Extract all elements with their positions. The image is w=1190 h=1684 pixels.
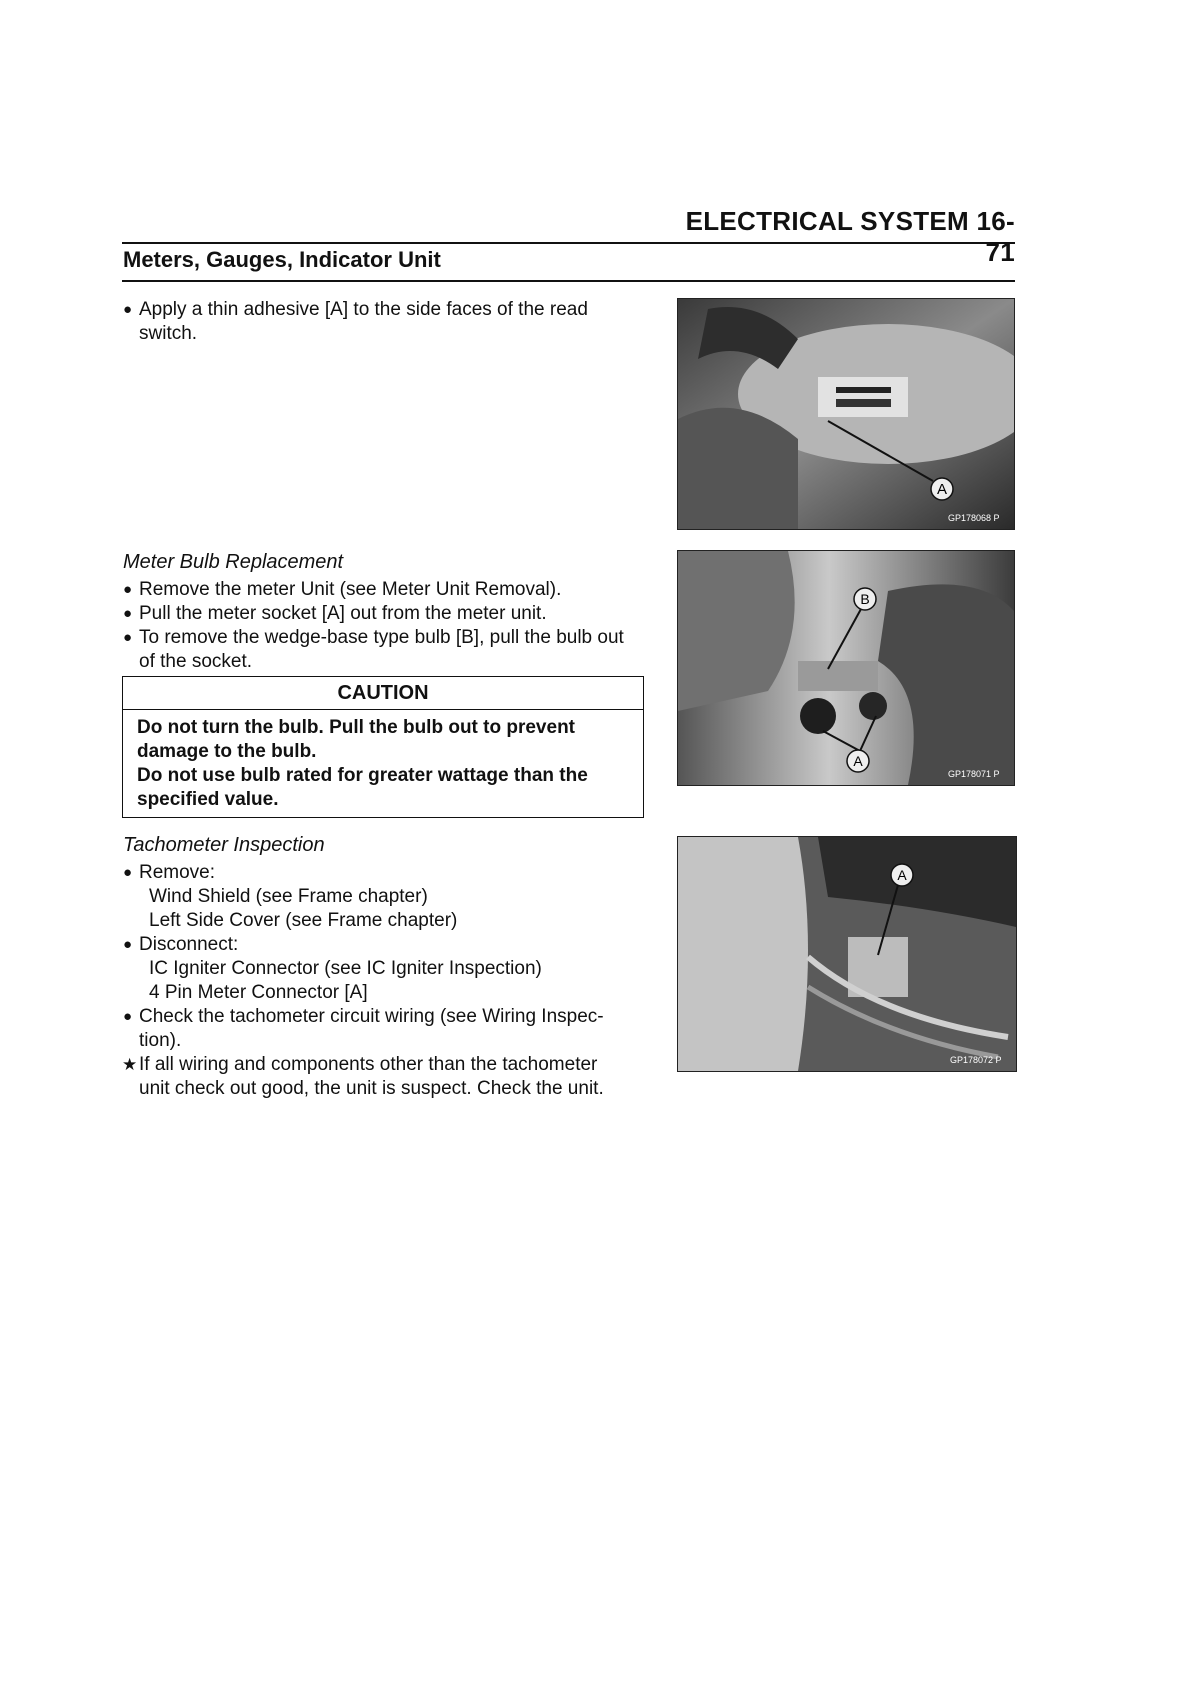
bulb-step-3 bbox=[139, 626, 624, 674]
tach-check-step bbox=[139, 1005, 604, 1053]
tach-if-line: ★ If all wiring and components other than the tachometer bbox=[139, 1054, 598, 1075]
photo-callout: B bbox=[860, 591, 870, 607]
tach-check-line: ● Check the tachometer circuit wiring (see Wiring Inspec- bbox=[139, 1006, 604, 1027]
photo-meter-connector bbox=[677, 836, 1017, 1072]
tach-if-line: unit check out good, the unit is suspect. Check the unit. bbox=[139, 1078, 604, 1099]
tach-remove-item: Left Side Cover (see Frame chapter) bbox=[149, 910, 458, 931]
photo-code: GP178071 P bbox=[948, 769, 1000, 779]
caution-line: damage to the bulb. bbox=[137, 741, 317, 762]
photo-meter-bulb bbox=[677, 550, 1015, 786]
bulb-step-3-line: of the socket. bbox=[139, 651, 253, 672]
adhesive-step bbox=[139, 298, 588, 346]
caution-line: Do not use bulb rated for greater wattage than the bbox=[137, 765, 588, 786]
photo-callout: A bbox=[936, 481, 948, 498]
header-rule bbox=[122, 242, 1015, 244]
tach-subtitle: Tachometer Inspection bbox=[123, 834, 325, 856]
caution-heading: CAUTION bbox=[123, 677, 643, 710]
adhesive-line: ● Apply a thin adhesive [A] to the side faces of the read bbox=[139, 299, 588, 320]
caution-box bbox=[122, 676, 644, 818]
tach-remove-label: ● Remove: bbox=[139, 861, 215, 885]
caution-line: Do not turn the bulb. Pull the bulb out to prevent bbox=[137, 717, 576, 738]
photo-callout: A bbox=[853, 753, 863, 769]
bulb-step-3-line: ● To remove the wedge-base type bulb [B], pull the bulb out bbox=[139, 627, 624, 648]
photo-code: GP178068 P bbox=[948, 513, 1000, 523]
tach-remove-item: Wind Shield (see Frame chapter) bbox=[149, 886, 428, 907]
section-title: Meters, Gauges, Indicator Unit bbox=[123, 247, 441, 272]
tach-if-note bbox=[139, 1053, 604, 1101]
tach-check-line: tion). bbox=[139, 1030, 182, 1051]
page-header: ELECTRICAL SYSTEM 16-71 bbox=[685, 206, 1015, 267]
photo-read-switch bbox=[677, 298, 1015, 530]
bulb-subtitle: Meter Bulb Replacement bbox=[123, 551, 344, 573]
tach-disconnect-item: IC Igniter Connector (see IC Igniter Inspection) bbox=[149, 958, 542, 979]
adhesive-line: switch. bbox=[139, 323, 198, 344]
caution-line: specified value. bbox=[137, 789, 279, 810]
section-rule bbox=[122, 280, 1015, 282]
photo-callout: A bbox=[897, 867, 907, 883]
bulb-step-2: ● Pull the meter socket [A] out from the meter unit. bbox=[139, 602, 547, 626]
tach-disconnect-label: ● Disconnect: bbox=[139, 933, 238, 957]
tach-disconnect-item: 4 Pin Meter Connector [A] bbox=[149, 982, 368, 1003]
bulb-step-1: ● Remove the meter Unit (see Meter Unit Removal). bbox=[139, 578, 561, 602]
caution-body bbox=[123, 710, 643, 818]
photo-code: GP178072 P bbox=[950, 1055, 1002, 1065]
